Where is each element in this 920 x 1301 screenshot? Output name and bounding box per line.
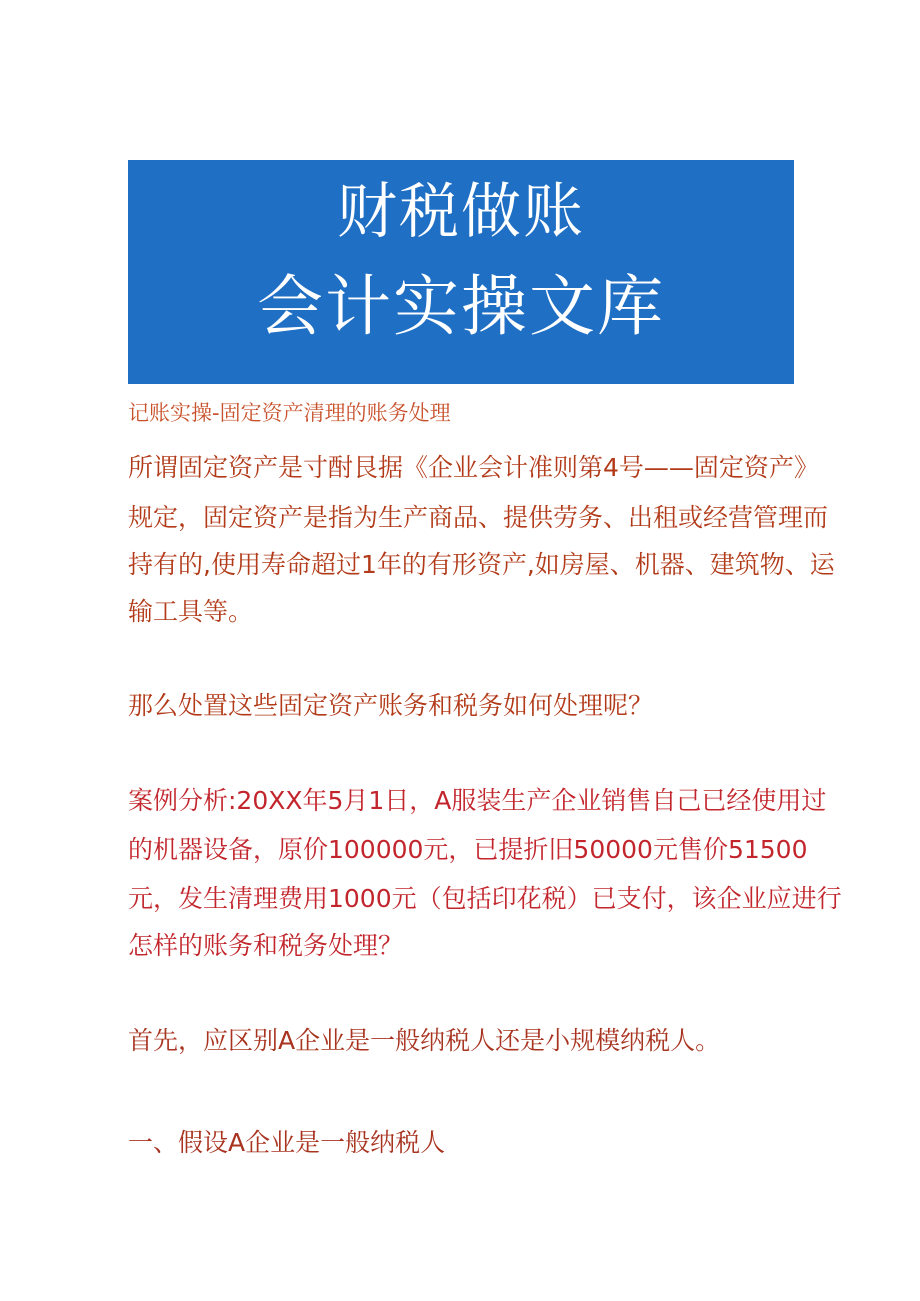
case-line-1: 案例分析:20XX年5月1日，A服装生产企业销售自己已经使用过: [128, 786, 827, 815]
intro-line-1: 所谓固定资产是寸酎艮据《企业会计准则第4号——固定资产》: [128, 453, 819, 482]
case-line-4: 怎样的账务和税务处理？: [128, 931, 404, 960]
banner-title-line2: 会计实操文库: [257, 268, 665, 345]
case-line-3: 元，发生清理费用1000元（包括印花税）已支付，该企业应进行: [128, 884, 842, 913]
intro-line-3: 持有的,使用寿命超过1年的有形资产,如房屋、机器、建筑物、运: [128, 550, 835, 579]
article-heading: 记账实操-固定资产清理的账务处理: [128, 401, 451, 425]
intro-line-2: 规定，固定资产是指为生产商品、提供劳务、出租或经营管理而: [128, 503, 829, 532]
banner-title-line1: 财税做账: [337, 177, 585, 247]
intro-line-4: 输工具等。: [128, 597, 254, 626]
case-line-2: 的机器设备，原价100000元，已提折旧50000元售价51500: [128, 835, 808, 864]
section-heading-1: 一、假设A企业是一般纳税人: [128, 1128, 446, 1157]
question-paragraph: 那么处置这些固定资产账务和税务如何处理呢？: [128, 691, 654, 720]
first-paragraph: 首先，应区别A企业是一般纳税人还是小规模纳税人。: [128, 1026, 721, 1055]
title-banner: [128, 160, 794, 384]
